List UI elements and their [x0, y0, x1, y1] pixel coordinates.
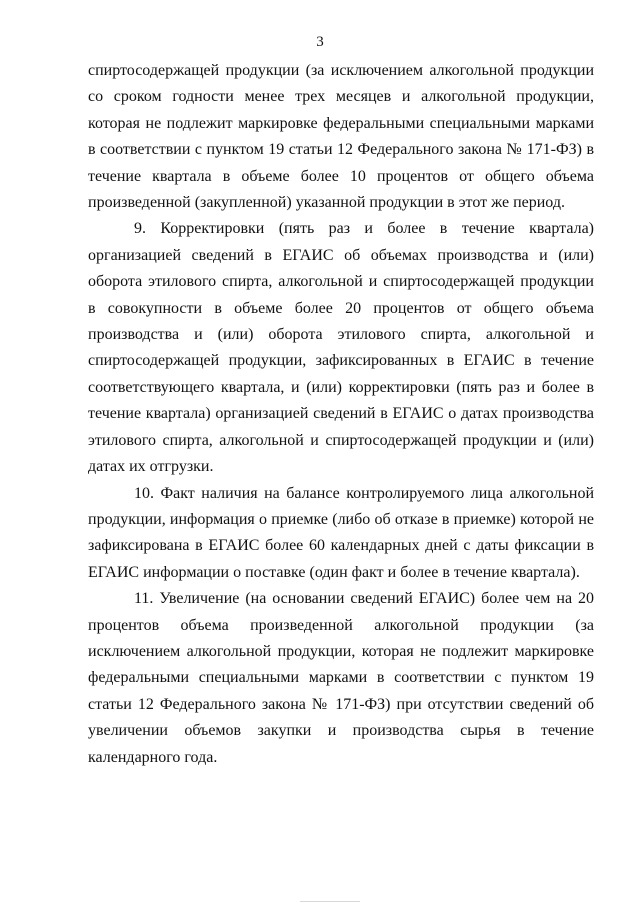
scan-artifact-line: [300, 901, 360, 902]
document-body: [88, 58, 594, 771]
paragraph-item-9: 9. Корректировки (пять раз и более в течение квартала) организацией сведений в ЕГАИС об объемах производства и (или) оборота этилового спирта, алкогольной и спиртосодержащей продукции в совокупности в объеме более 20 процентов от общего объема производства и (или) оборота этилового спирта, алкогольной и спиртосодержащей продукции, зафиксированных в ЕГАИС в течение соответствующего квартала, и (или) корректировки (пять раз и более в течение квартала) организацией сведений в ЕГАИС о датах производства этилового спирта, алкогольной и спиртосодержащей продукции и (или) датах их отгрузки.: [88, 220, 594, 476]
paragraph-item-10: 10. Факт наличия на балансе контролируемого лица алкогольной продукции, информация о приемке (либо об отказе в приемке) которой не зафиксирована в ЕГАИС более 60 календарных дней с даты фиксации в ЕГАИС информации о поставке (один факт и более в течение квартала).: [88, 484, 594, 581]
paragraph-continued: спиртосодержащей продукции (за исключением алкогольной продукции со сроком годности менее трех месяцев и алкогольной продукции, которая не подлежит маркировке федеральными специальными марками в соответствии с пунктом 19 статьи 12 Федерального закона № 171-ФЗ) в течение квартала в объеме более 10 процентов от общего объема произведенной (закупленной) указанной продукции в этот же период.: [88, 62, 594, 212]
paragraph-item-11: 11. Увеличение (на основании сведений ЕГАИС) более чем на 20 процентов объема произведенной алкогольной продукции (за исключением алкогольной продукции, которая не подлежит маркировке федеральными специальными марками в соответствии с пунктом 19 статьи 12 Федерального закона № 171-ФЗ) при отсутствии сведений об увеличении объемов закупки и производства сырья в течение календарного года.: [88, 590, 594, 766]
page-number: 3: [316, 34, 324, 50]
